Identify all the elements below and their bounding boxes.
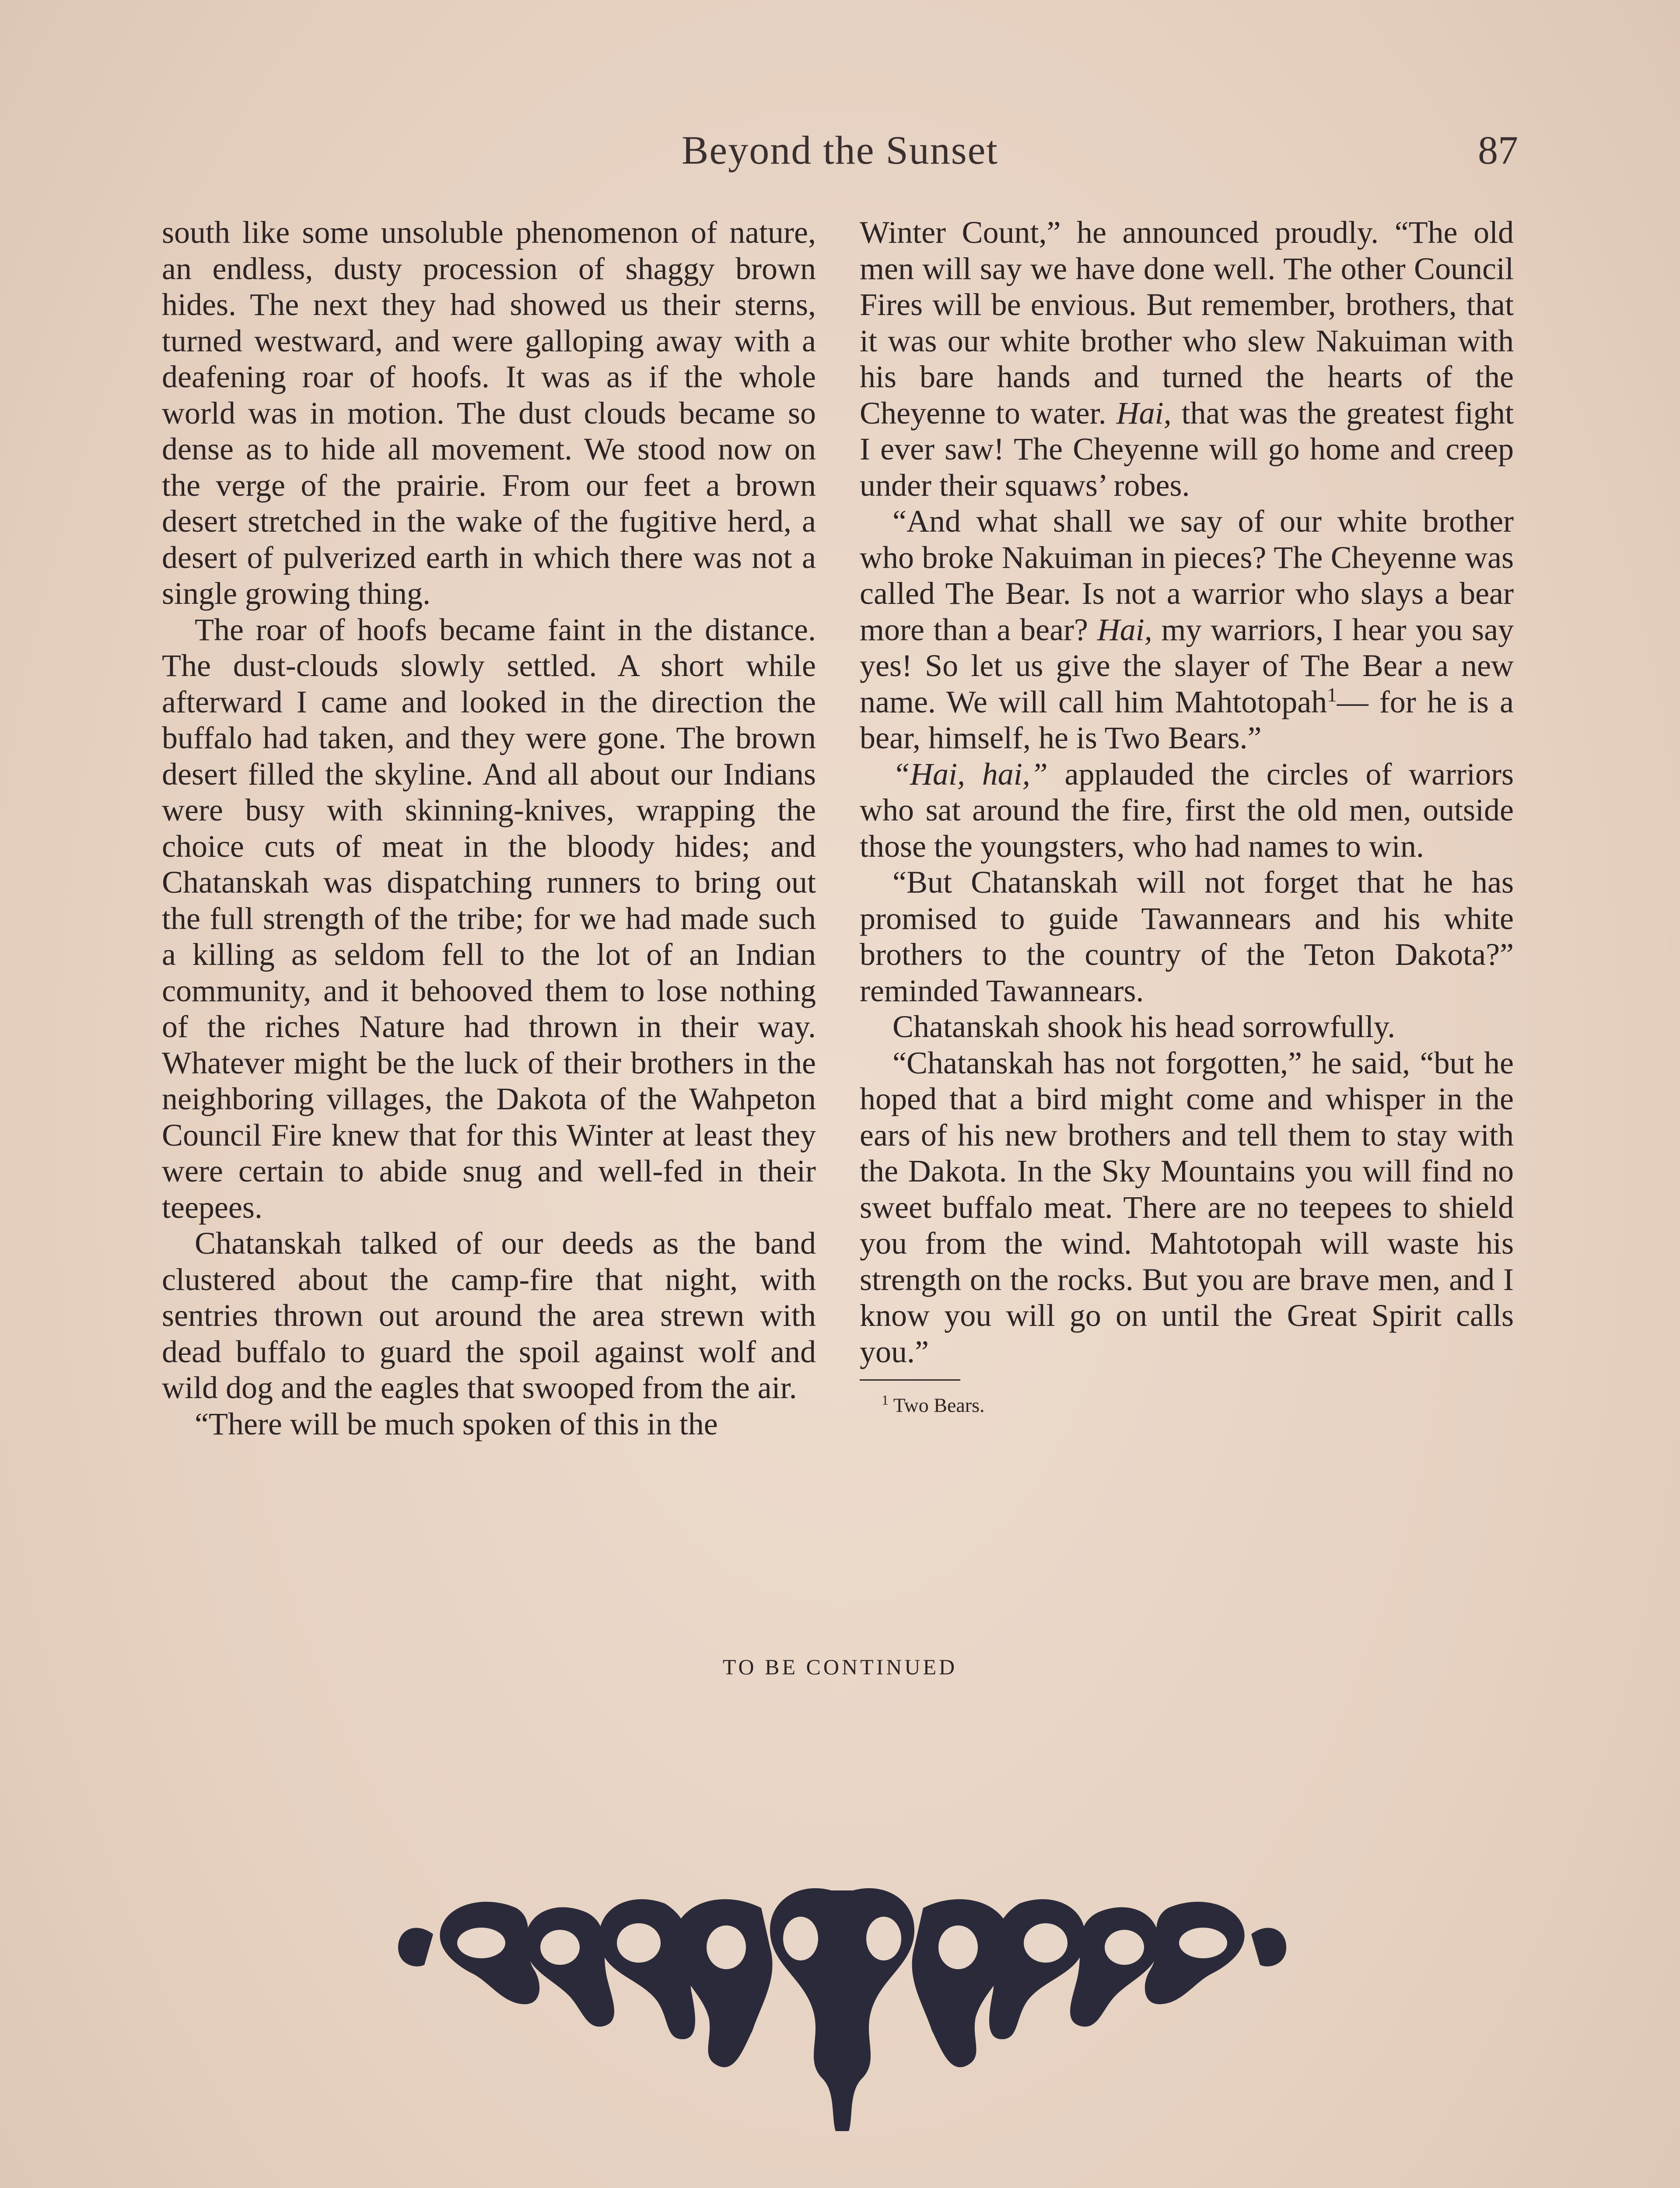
text-run: “And what shall we say of our white brother who broke Nakuiman in pieces? The Cheyenne was called The Bear. Is not a warrior who slays a bear more than a bear? <box>860 504 1514 647</box>
italic-word: Hai, <box>1097 612 1152 647</box>
page-number: 87 <box>1478 128 1518 172</box>
italic-word: Hai, <box>1116 395 1172 431</box>
paragraph: south like some unsoluble phenomenon of nature, an endless, dusty procession of shaggy brown hides. The next they had showed us their sterns, turned westward, and were galloping away with a deafening roar of hoofs. It was as if the whole world was in motion. The dust clouds became so dense as to hide all movement. We stood now on the verge of the prairie. From our feet a brown desert stretched in the wake of the fugitive herd, a desert of pulverized earth in which there was not a single growing thing. <box>162 215 816 611</box>
left-column <box>162 214 816 1442</box>
text-run: Winter Count,” he announced proudly. “The old men will say we have done well. The other Council Fires will be envious. But remember, brothers, that it was our white brother who slew Nakuiman with his bare hands and turned the hearts of the Cheyenne to water. <box>860 215 1514 431</box>
paragraph <box>860 756 1514 865</box>
footnote-number: 1 <box>882 1392 889 1408</box>
footnote-marker: 1 <box>1327 684 1337 706</box>
text-run: — for he is a bear, himself, he is Two Bears.” <box>860 684 1514 755</box>
paragraph <box>860 503 1514 756</box>
paragraph: “There will be much spoken of this in the <box>195 1406 718 1441</box>
footnote <box>860 1387 1514 1418</box>
footnote-text: Two Bears. <box>893 1394 985 1417</box>
paragraph: “Chatanskah has not forgotten,” he said, “but he hoped that a bird might come and whisper in the ears of his new brothers and tell them to stay with the Dakota. In the Sky Mountains you will find no sweet buffalo meat. There are no teepees to shield you from the wind. Mahtotopah will waste his strength on the rocks. But you are brave men, and I know you will go on until the Great Spirit calls you.” <box>860 1045 1514 1369</box>
paragraph: Chatanskah shook his head sorrowfully. <box>892 1009 1396 1044</box>
page-title: Beyond the Sunset <box>682 128 998 172</box>
ornament-icon <box>394 1873 1291 2135</box>
to-be-continued: TO BE CONTINUED <box>722 1655 958 1679</box>
right-column <box>860 214 1514 1418</box>
running-head <box>162 127 1518 179</box>
text-run: my warriors, I hear you say yes! So let us give the slayer of The Bear a new name. We will call him Mahtotopah <box>860 612 1514 719</box>
paragraph <box>860 214 1514 503</box>
paragraph: The roar of hoofs became faint in the distance. The dust-clouds slowly settled. A short while afterward I came and looked in the direction the buffalo had taken, and they were gone. The brown desert filled the skyline. And all about our Indians were busy with skinning-knives, wrapping the choice cuts of meat in the bloody hides; and Chatanskah was dispatching runners to bring out the full strength of the tribe; for we had made such a killing as seldom fell to the lot of an Indian community, and it behooved them to lose nothing of the riches Nature had thrown in their way. Whatever might be the luck of their brothers in the neighboring villages, the Dakota of the Wahpeton Council Fire knew that for this Winter at least they were certain to abide snug and well-fed in their teepees. <box>162 612 816 1225</box>
text-run: that was the greatest fight I ever saw! The Cheyenne will go home and creep under their squaws’ robes. <box>860 395 1514 503</box>
paragraph: “But Chatanskah will not forget that he has promised to guide Tawannears and his white brothers to the country of the Teton Dakota?” reminded Tawannears. <box>860 865 1514 1008</box>
text-run: applauded the circles of warriors who sat around the fire, first the old men, outside those the youngsters, who had names to win. <box>860 756 1514 864</box>
italic-quote: “Hai, hai,” <box>892 756 1048 792</box>
paragraph: Chatanskah talked of our deeds as the band clustered about the camp-fire that night, with sentries thrown out around the area strewn with dead buffalo to guard the spoil against wolf and wild dog and the eagles that swooped from the air. <box>162 1226 816 1405</box>
footnote-rule <box>860 1379 960 1381</box>
